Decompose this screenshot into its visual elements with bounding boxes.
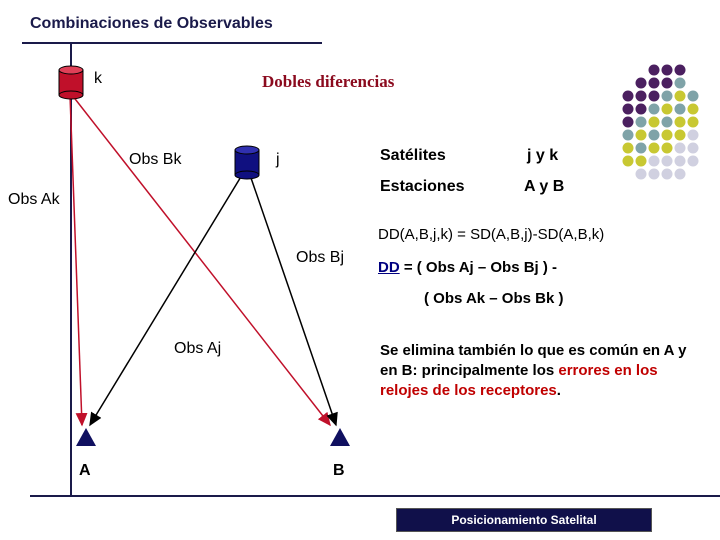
decorative-dot — [675, 143, 686, 154]
obs-aj-label: Obs Aj — [174, 340, 222, 357]
decorative-dot — [675, 91, 686, 102]
decorative-dot — [623, 91, 634, 102]
receiver-a-label: A — [79, 462, 91, 479]
decorative-dot — [675, 130, 686, 141]
page-title: Combinaciones de Observables — [30, 15, 273, 32]
decorative-dot — [675, 117, 686, 128]
decorative-dot — [623, 143, 634, 154]
decorative-dot — [675, 65, 686, 76]
signal-k-to-a — [70, 95, 82, 425]
decorative-dot — [662, 78, 673, 89]
satellite-k-icon — [59, 66, 83, 99]
decorative-dot — [675, 156, 686, 167]
stations-label: Estaciones — [380, 178, 465, 195]
decorative-dot — [688, 117, 699, 128]
decorative-dot — [675, 104, 686, 115]
decorative-dot — [662, 143, 673, 154]
decorative-dot — [649, 130, 660, 141]
satellite-j-icon — [235, 146, 259, 179]
footer-label: Posicionamiento Satelital — [451, 513, 597, 527]
decorative-dot — [636, 143, 647, 154]
decorative-dot — [636, 169, 647, 180]
note-end: . — [556, 382, 561, 399]
decorative-dot — [675, 78, 686, 89]
satellites-label: Satélites — [380, 147, 446, 164]
stations-value: A y B — [524, 178, 565, 195]
decorative-dot — [649, 143, 660, 154]
dd-formula-line2: ( Obs Ak – Obs Bk ) — [424, 290, 564, 307]
decorative-dot — [662, 104, 673, 115]
decorative-dot — [649, 65, 660, 76]
decorative-dot — [636, 156, 647, 167]
note-highlight: errores en los relojes de los receptores — [380, 362, 658, 399]
decorative-dot-grid — [623, 65, 699, 180]
explanation-note — [380, 341, 700, 401]
decorative-dot — [675, 169, 686, 180]
decorative-dot — [662, 91, 673, 102]
receiver-a-icon — [76, 428, 96, 446]
decorative-dot — [662, 156, 673, 167]
decorative-dot — [636, 78, 647, 89]
decorative-dot — [688, 143, 699, 154]
decorative-dot — [636, 117, 647, 128]
decorative-dot — [662, 169, 673, 180]
decorative-dot — [623, 117, 634, 128]
decorative-dot — [649, 78, 660, 89]
decorative-dot — [662, 117, 673, 128]
satellite-j-label: j — [276, 151, 280, 168]
decorative-dot — [636, 130, 647, 141]
obs-bk-label: Obs Bk — [129, 151, 182, 168]
diagram-title: Dobles diferencias — [262, 72, 395, 91]
footer-badge — [396, 508, 652, 532]
receiver-b-icon — [330, 428, 350, 446]
sd-formula: DD(A,B,j,k) = SD(A,B,j)-SD(A,B,k) — [378, 226, 605, 243]
obs-bj-label: Obs Bj — [296, 249, 345, 266]
satellite-k-label: k — [94, 70, 102, 87]
dd-formula-line1 — [378, 259, 557, 276]
decorative-dot — [688, 91, 699, 102]
signal-j-to-b — [250, 175, 336, 425]
dd-prefix: DD — [378, 259, 400, 276]
decorative-dot — [688, 104, 699, 115]
dd-formula-line1-text: = ( Obs Aj – Obs Bj ) - — [399, 259, 558, 276]
decorative-dot — [636, 91, 647, 102]
decorative-dot — [649, 169, 660, 180]
obs-ak-label: Obs Ak — [8, 191, 60, 208]
decorative-dot — [662, 65, 673, 76]
decorative-dot — [623, 130, 634, 141]
decorative-dot — [688, 156, 699, 167]
note-text: Se elimina también lo que es común en A y en B: principalmente los — [380, 342, 687, 379]
decorative-dot — [688, 130, 699, 141]
decorative-dot — [623, 156, 634, 167]
signal-k-to-b — [72, 95, 330, 425]
decorative-dot — [636, 104, 647, 115]
satellites-value: j y k — [527, 147, 559, 164]
decorative-dot — [649, 104, 660, 115]
decorative-dot — [623, 104, 634, 115]
decorative-dot — [649, 117, 660, 128]
decorative-dot — [649, 156, 660, 167]
signal-j-to-a — [90, 175, 242, 425]
decorative-dot — [662, 130, 673, 141]
decorative-dot — [649, 91, 660, 102]
receiver-b-label: B — [333, 462, 345, 479]
